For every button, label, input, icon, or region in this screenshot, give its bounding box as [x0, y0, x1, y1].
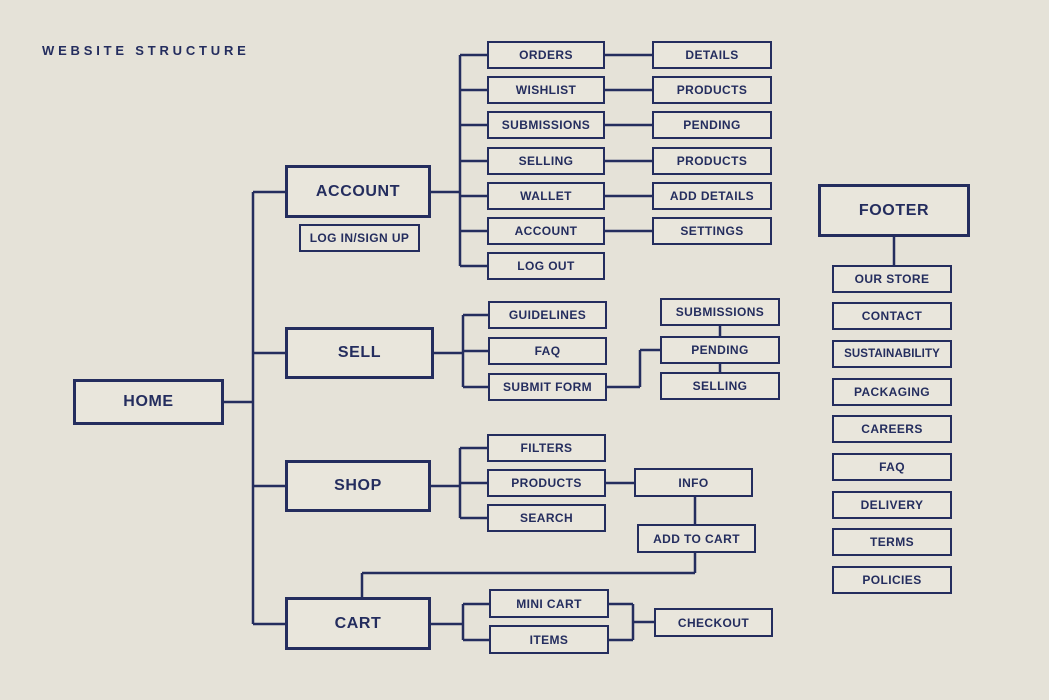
footer-item-our-store: OUR STORE — [832, 265, 952, 293]
account-grandchild-products2: PRODUCTS — [652, 147, 772, 175]
account-child-wishlist: WISHLIST — [487, 76, 605, 104]
node-account: ACCOUNT — [285, 165, 431, 218]
node-add-to-cart: ADD TO CART — [637, 524, 756, 553]
shop-child-filters: FILTERS — [487, 434, 606, 462]
account-grandchild-pending: PENDING — [652, 111, 772, 139]
account-child-wallet: WALLET — [487, 182, 605, 210]
footer-item-terms: TERMS — [832, 528, 952, 556]
node-login-signup: LOG IN/SIGN UP — [299, 224, 420, 252]
account-grandchild-details: DETAILS — [652, 41, 772, 69]
account-child-account: ACCOUNT — [487, 217, 605, 245]
footer-item-delivery: DELIVERY — [832, 491, 952, 519]
sell-flow-selling: SELLING — [660, 372, 780, 400]
footer-item-careers: CAREERS — [832, 415, 952, 443]
cart-child-mini-cart: MINI CART — [489, 589, 609, 618]
account-grandchild-products: PRODUCTS — [652, 76, 772, 104]
footer-item-faq: FAQ — [832, 453, 952, 481]
sell-child-faq: FAQ — [488, 337, 607, 365]
account-child-submissions: SUBMISSIONS — [487, 111, 605, 139]
account-grandchild-add-details: ADD DETAILS — [652, 182, 772, 210]
node-cart: CART — [285, 597, 431, 650]
node-checkout: CHECKOUT — [654, 608, 773, 637]
footer-item-packaging: PACKAGING — [832, 378, 952, 406]
shop-child-search: SEARCH — [487, 504, 606, 532]
cart-child-items: ITEMS — [489, 625, 609, 654]
footer-item-contact: CONTACT — [832, 302, 952, 330]
sell-child-guidelines: GUIDELINES — [488, 301, 607, 329]
footer-item-policies: POLICIES — [832, 566, 952, 594]
sell-flow-pending: PENDING — [660, 336, 780, 364]
node-shop: SHOP — [285, 460, 431, 512]
node-sell: SELL — [285, 327, 434, 379]
node-info: INFO — [634, 468, 753, 497]
sell-child-submit-form: SUBMIT FORM — [488, 373, 607, 401]
account-child-orders: ORDERS — [487, 41, 605, 69]
node-footer: FOOTER — [818, 184, 970, 237]
shop-child-products: PRODUCTS — [487, 469, 606, 497]
footer-item-sustainability: SUSTAINABILITY — [832, 340, 952, 368]
account-child-selling: SELLING — [487, 147, 605, 175]
node-home: HOME — [73, 379, 224, 425]
sell-flow-submissions: SUBMISSIONS — [660, 298, 780, 326]
account-child-logout: LOG OUT — [487, 252, 605, 280]
diagram-title: WEBSITE STRUCTURE — [42, 43, 250, 58]
account-grandchild-settings: SETTINGS — [652, 217, 772, 245]
